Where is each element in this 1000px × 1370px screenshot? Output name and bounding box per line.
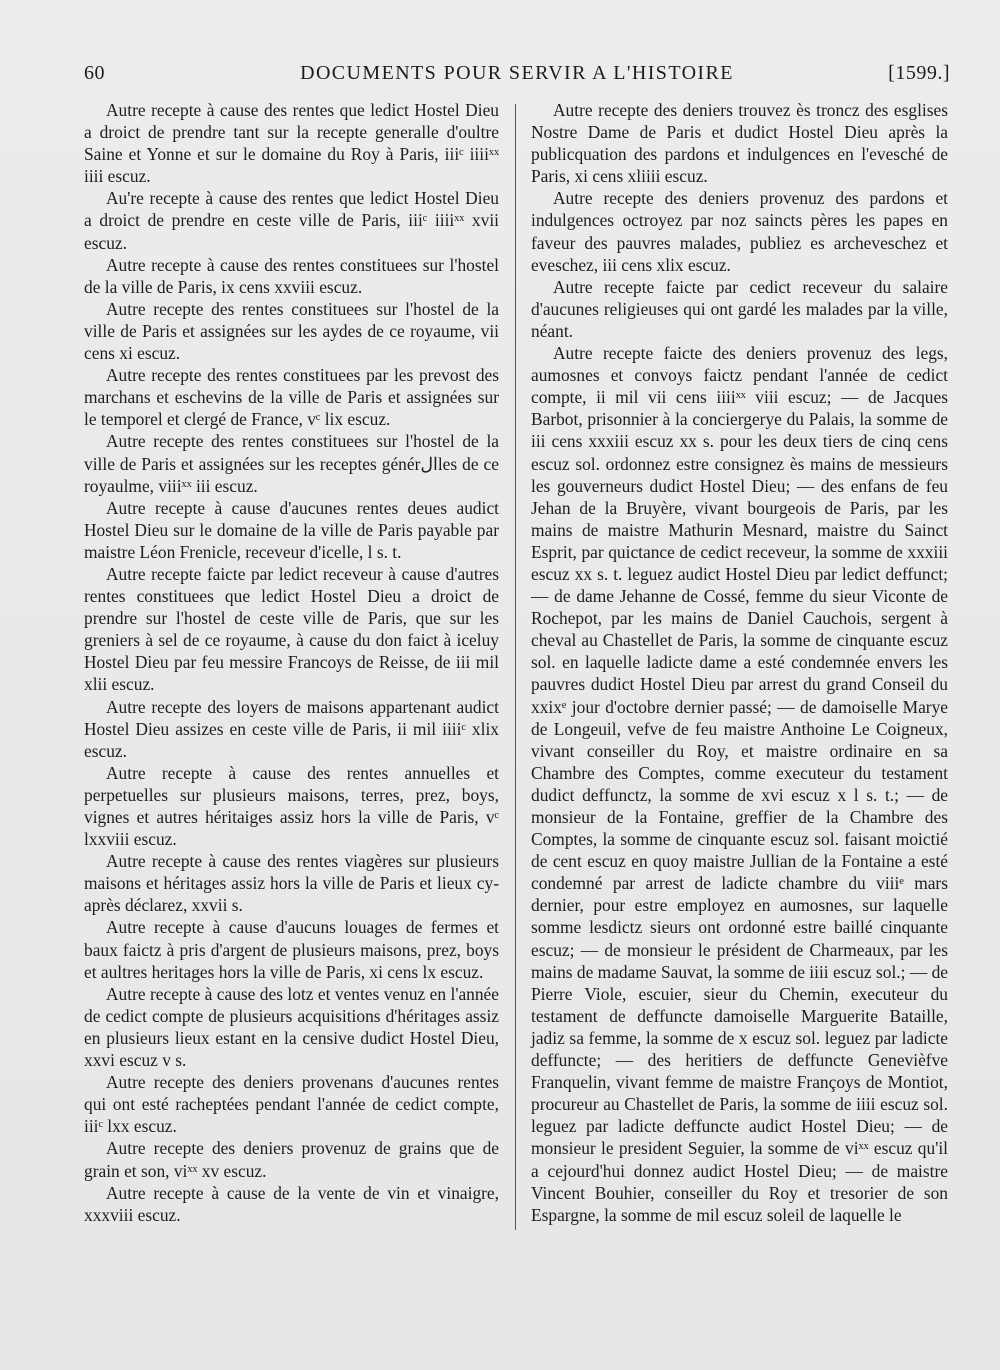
paragraph: Autre recepte des loyers de maisons appartenant audict Hostel Dieu assizes en ceste ville de Paris, ii mil iiiiᶜ xlix escuz. xyxy=(84,696,499,761)
paragraph: Au're recepte à cause des rentes que ledict Hostel Dieu a droict de prendre en ceste ville de Paris, iiiᶜ iiiiˣˣ xvii escuz. xyxy=(84,188,499,253)
running-header xyxy=(84,62,950,92)
paragraph: Autre recepte à cause des rentes viagères sur plusieurs maisons et héritages assiz hors la ville de Paris et lieux cy-après déclarez, xxvii s. xyxy=(84,851,499,916)
paragraph: Autre recepte à cause des rentes que ledict Hostel Dieu a droict de prendre tant sur la recepte generalle d'oultre Saine et Yonne et sur le domaine du Roy à Paris, iiiᶜ iiiiˣˣ iiii escuz. xyxy=(84,100,499,187)
page-number: 60 xyxy=(84,62,105,84)
paragraph: Autre recepte à cause des rentes annuelles et perpetuelles sur plusieurs maisons, terres, prez, boys, vignes et autres héritaiges assiz hors la ville de Paris, vᶜ lxxviii escuz. xyxy=(84,762,499,850)
paragraph: Autre recepte faicte par ledict receveur à cause d'autres rentes constituees que ledict Hostel Dieu a droict de prendre sur l'hostel de ceste ville de Paris, que sur les greniers à sel de ce royaume, à cause du don faict à iceluy Hostel Dieu par feu messire Francoys de Reisse, de iii mil xlii escuz. xyxy=(84,563,499,695)
running-title: DOCUMENTS POUR SERVIR A L'HISTOIRE xyxy=(300,62,734,84)
left-column xyxy=(84,99,499,1226)
paragraph: Autre recepte à cause d'aucuns louages de fermes et baux faictz à pris d'argent de plusieurs maisons, prez, boys et aultres heritages hors la ville de Paris, xi cens lx escuz. xyxy=(84,917,499,982)
right-column xyxy=(531,99,948,1226)
paragraph: Autre recepte faicte des deniers provenuz des legs, aumosnes et convoys faictz pendant l'année de cedict compte, ii mil vii cens iiiiˣˣ viii escuz; — de Jacques Barbot, prisonnier à la conciergerye du Palais, la somme de iii cens xxxiii escuz xx s. pour les deux tiers de cinq cens escuz sol. ordonnez estre consignez ès mains de messieurs les gouverneurs dudict Hostel Dieu; — des enfans de feu Jehan de la Bruyère, vivant bourgeois de Paris, par les mains de maistre Mathurin Mesnard, maistre du Sainct Esprit, par quictance de cedict receveur, la somme de xxxiii escuz xx s. t. leguez audict Hostel Dieu par ledict deffunct; — de dame Jehanne de Cossé, femme du sieur Viconte de Rochepot, par les mains de Daniel Cauchois, sergent à cheval au Chastellet de Paris, la somme de cinquante escuz sol. en laquelle ladicte dame a esté condemnée envers les pauvres dudict Hostel Dieu par arrest du grand Conseil du xxixᵉ jour d'octobre dernier passé; — de damoiselle Marye de Longeuil, vefve de feu maistre Anthoine Le Coigneux, vivant conseiller du Roy, et maistre ordinaire en sa Chambre des Comptes, comme executeur du testament dudict deffunctz, la somme de xvi escuz x l s. t.; — de monsieur de la Fontaine, greffier de la Chambre des Comptes, la somme de cinquante escuz sol. faisant moictié de cent escuz en quoy maistre Jullian de la Fontaine a esté condemné par arrest de ladicte chambre du viiiᵉ mars dernier, pour estre employez en aumosnes, sur laquelle somme lesdictz sieurs ont ordonné estre baillé cinquante escuz; — de monsieur le président de Charmeaux, par les mains de madame Sauvat, la somme de iiii escuz sol.; — de Pierre Viole, escuier, sieur du Chemin, executeur du testament de deffuncte damoiselle Marguerite Bataille, jadiz sa femme, la somme de x escuz sol. leguez par ladicte deffuncte; — des heritiers de deffuncte Genevièfve Franquelin, vivant femme de maistre Françoys de Montiot, procureur au Chastellet de Paris, la somme de iiii escuz sol. leguez par ladicte deffuncte audict Hostel Dieu; — de monsieur le president Seguier, la somme de viˣˣ escuz qu'il a cejourd'hui donnez audict Hostel Dieu; — de maistre Vincent Bouhier, conseiller du Roy et tresorier de son Espargne, la somme de mil escuz soleil de laquelle le xyxy=(531,343,948,1225)
column-divider xyxy=(515,104,516,1230)
header-year: [1599.] xyxy=(888,62,950,84)
paragraph: Autre recepte à cause de la vente de vin et vinaigre, xxxviii escuz. xyxy=(84,1182,499,1225)
paragraph: Autre recepte faicte par cedict receveur du salaire d'aucunes religieuses qui ont gardé les malades par la ville, néant. xyxy=(531,276,948,341)
paragraph: Autre recepte des deniers provenuz de grains que de grain et son, viˣˣ xv escuz. xyxy=(84,1138,499,1181)
paragraph: Autre recepte à cause des lotz et ventes venuz en l'année de cedict compte de plusieurs acquisitions d'héritages assiz en plusieurs lieux estant en la censive dudict Hostel Dieu, xxvi escuz v s. xyxy=(84,983,499,1071)
paragraph: Autre recepte des rentes constituees sur l'hostel de la ville de Paris et assignées sur les aydes de ce royaume, vii cens xi escuz. xyxy=(84,298,499,364)
paragraph: Autre recepte des rentes constituees par les prevost des marchans et eschevins de la ville de Paris et assignées sur le temporel et clergé de France, vᶜ lix escuz. xyxy=(84,365,499,430)
paragraph: Autre recepte des deniers provenuz des pardons et indulgences octroyez par noz saincts pères les papes en faveur des pauvres malades, publiez es archeveschez et eveschez, iii cens xlix escuz. xyxy=(531,188,948,275)
paragraph: Autre recepte des rentes constituees sur l'hostel de la ville de Paris et assignées sur les receptes générالles de ce royaulme, viiiˣˣ iii escuz. xyxy=(84,431,499,496)
paragraph: Autre recepte à cause des rentes constituees sur l'hostel de la ville de Paris, ix cens xxviii escuz. xyxy=(84,254,499,297)
paragraph: Autre recepte des deniers provenans d'aucunes rentes qui ont esté racheptées pendant l'année de cedict compte, iiiᶜ lxx escuz. xyxy=(84,1072,499,1137)
paragraph: Autre recepte à cause d'aucunes rentes deues audict Hostel Dieu sur le domaine de la ville de Paris payable par maistre Léon Frenicle, receveur d'icelle, l s. t. xyxy=(84,497,499,562)
paragraph: Autre recepte des deniers trouvez ès troncz des esglises Nostre Dame de Paris et dudict Hostel Dieu après la publicquation des pardons et indulgences en l'evesché de Paris, xi cens xliiii escuz. xyxy=(531,100,948,187)
